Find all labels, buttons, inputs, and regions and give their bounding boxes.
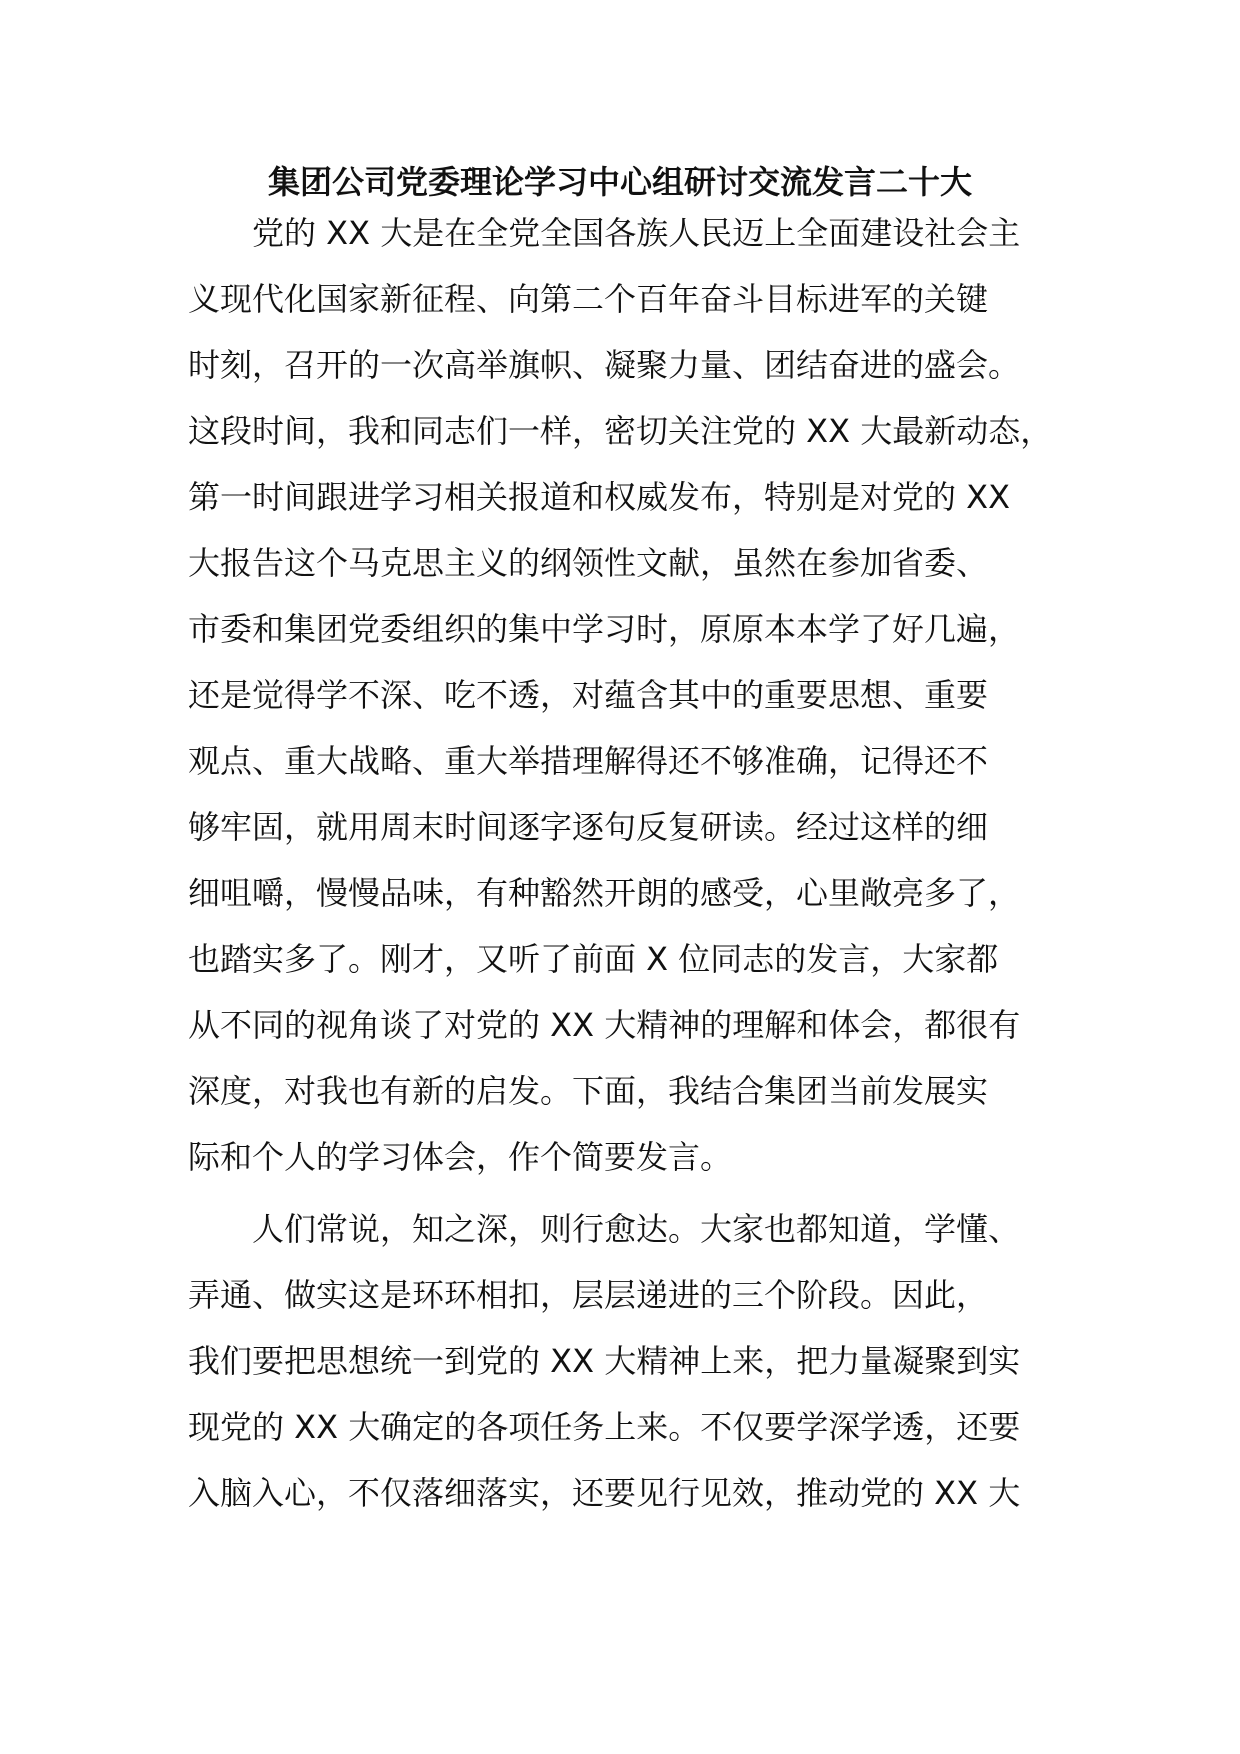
text-line: 弄通、做实这是环环相扣，层层递进的三个阶段。因此， bbox=[188, 1276, 989, 1314]
text-line: 我们要把思想统一到党的 XX 大精神上来，把力量凝聚到实 bbox=[188, 1342, 1021, 1380]
text-line: 市委和集团党委组织的集中学习时，原原本本学了好几遍， bbox=[188, 610, 1021, 648]
paragraph-2 bbox=[188, 1196, 1088, 1526]
text-line: 观点、重大战略、重大举措理解得还不够准确，记得还不 bbox=[188, 742, 989, 780]
text-line: 现党的 XX 大确定的各项任务上来。不仅要学深学透，还要 bbox=[188, 1408, 1021, 1446]
text-line: 义现代化国家新征程、向第二个百年奋斗目标进军的关键 bbox=[188, 280, 989, 318]
text-line: 党的 XX 大是在全党全国各族人民迈上全面建设社会主 bbox=[252, 214, 1021, 252]
text-line: 细咀嚼，慢慢品味，有种豁然开朗的感受，心里敞亮多了， bbox=[188, 874, 1021, 912]
text-line: 够牢固，就用周末时间逐字逐句反复研读。经过这样的细 bbox=[188, 808, 989, 846]
text-line: 时刻，召开的一次高举旗帜、凝聚力量、团结奋进的盛会。 bbox=[188, 346, 1021, 384]
text-line: 人们常说，知之深，则行愈达。大家也都知道，学懂、 bbox=[252, 1210, 1021, 1248]
text-line: 还是觉得学不深、吃不透，对蕴含其中的重要思想、重要 bbox=[188, 676, 989, 714]
text-line: 深度，对我也有新的启发。下面，我结合集团当前发展实 bbox=[188, 1072, 989, 1110]
text-line: 也踏实多了。刚才，又听了前面 X 位同志的发言，大家都 bbox=[188, 940, 999, 978]
document-title: 集团公司党委理论学习中心组研讨交流发言二十大 bbox=[267, 163, 972, 201]
text-line: 这段时间，我和同志们一样，密切关注党的 XX 大最新动态， bbox=[188, 412, 1053, 450]
text-line: 从不同的视角谈了对党的 XX 大精神的理解和体会，都很有 bbox=[188, 1006, 1021, 1044]
text-line: 大报告这个马克思主义的纲领性文献，虽然在参加省委、 bbox=[188, 544, 989, 582]
text-line: 第一时间跟进学习相关报道和权威发布，特别是对党的 XX bbox=[188, 478, 1011, 516]
text-line: 入脑入心，不仅落细落实，还要见行见效，推动党的 XX 大 bbox=[188, 1474, 1021, 1512]
paragraph-1 bbox=[188, 200, 1088, 1190]
text-line: 际和个人的学习体会，作个简要发言。 bbox=[188, 1138, 733, 1176]
